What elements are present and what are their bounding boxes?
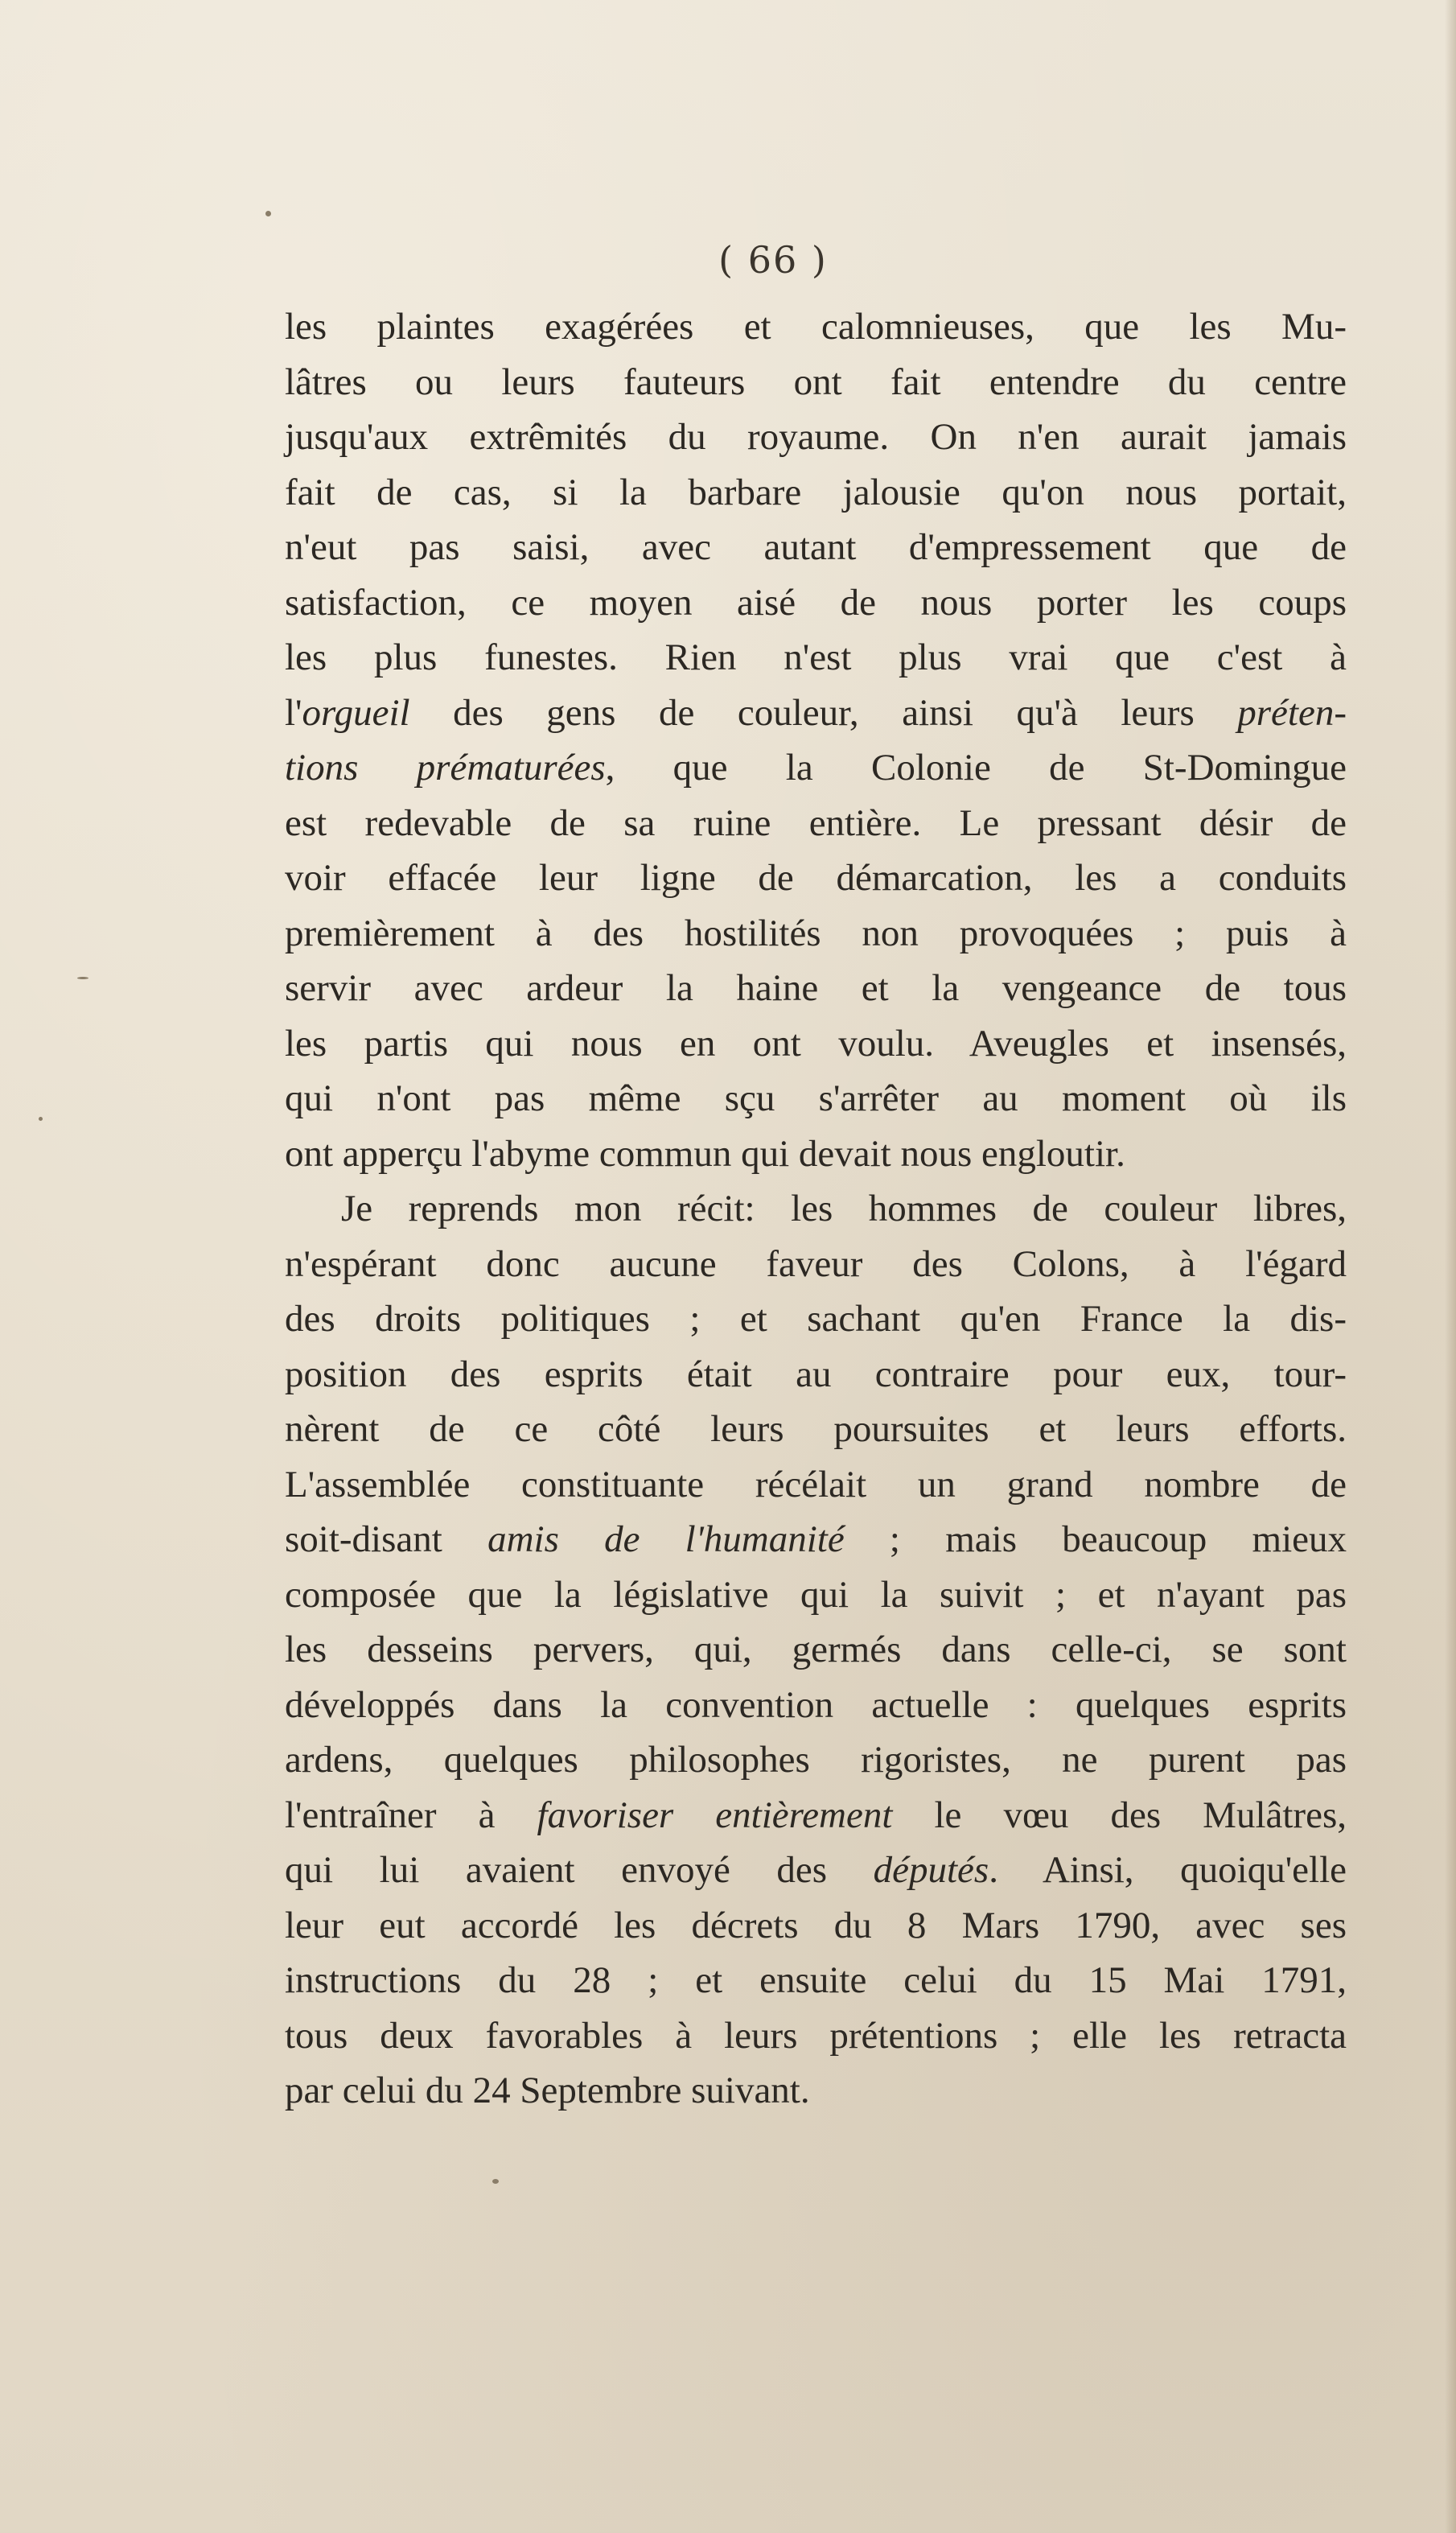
text-line <box>285 1678 1347 1733</box>
line-text: les partis qui nous en ont voulu. Aveugles et insensés, <box>285 1022 1347 1065</box>
paper-speck <box>492 2179 499 2184</box>
line-text: le vœu des Mulâtres, <box>892 1794 1347 1836</box>
text-line <box>285 906 1347 962</box>
text-line <box>285 1512 1347 1567</box>
paper-speck <box>265 211 271 216</box>
text-line <box>285 2008 1347 2064</box>
line-text: tous deux favorables à leurs prétentions ; elle les retracta <box>285 2014 1347 2057</box>
text-line <box>285 1622 1347 1678</box>
italic-text: députés <box>873 1849 989 1891</box>
line-text: lâtres ou leurs fauteurs ont fait entendre du centre <box>285 360 1347 403</box>
line-text: les plus funestes. Rien n'est plus vrai que c'est à <box>285 636 1347 678</box>
line-text: par celui du 24 Septembre suivant. <box>285 2070 810 2111</box>
text-line <box>285 1402 1347 1457</box>
line-text: soit-disant <box>285 1518 488 1560</box>
line-text: l' <box>285 691 302 734</box>
text-line <box>285 1732 1347 1788</box>
text-line <box>285 465 1347 521</box>
line-text: qui lui avaient envoyé des <box>285 1849 874 1891</box>
line-text: instructions du 28 ; et ensuite celui du 15 Mai 1791, <box>285 1959 1347 2001</box>
text-line <box>285 1071 1347 1126</box>
line-text: ardens, quelques philosophes rigoristes, ne purent pas <box>285 1739 1347 1781</box>
line-text: . Ainsi, quoiqu'elle <box>989 1849 1347 1891</box>
line-text: , que la Colonie de St-Domingue <box>605 747 1347 789</box>
line-text: les desseins pervers, qui, germés dans celle-ci, se sont <box>285 1629 1347 1670</box>
line-text: leur eut accordé les décrets du 8 Mars 1790, avec ses <box>285 1904 1347 1946</box>
italic-text: préten- <box>1237 691 1347 734</box>
italic-text: amis de l'humanité <box>487 1518 845 1560</box>
text-line <box>285 1567 1347 1623</box>
line-text: jusqu'aux extrêmités du royaume. On n'en aurait jamais <box>285 416 1347 458</box>
line-text: nèrent de ce côté leurs poursuites et leurs efforts. <box>285 1408 1347 1450</box>
paragraph <box>285 1181 1347 2119</box>
line-text: fait de cas, si la barbare jalousie qu'on nous portait, <box>285 471 1347 513</box>
text-line <box>285 796 1347 851</box>
text-line <box>285 410 1347 465</box>
text-line <box>285 1898 1347 1954</box>
line-text: composée que la législative qui la suivit ; et n'ayant pas <box>285 1573 1347 1616</box>
page-edge-shadow <box>1445 0 1456 2533</box>
text-line <box>285 1457 1347 1513</box>
line-text: n'eut pas saisi, avec autant d'empressement que de <box>285 526 1347 568</box>
text-line <box>285 740 1347 796</box>
text-line <box>285 1181 1347 1237</box>
line-text: ont apperçu l'abyme commun qui devait nous engloutir. <box>285 1132 1125 1175</box>
italic-text: favoriser entièrement <box>537 1794 893 1836</box>
text-line <box>285 299 1347 355</box>
line-text: servir avec ardeur la haine et la vengeance de tous <box>285 967 1347 1009</box>
text-line <box>285 851 1347 906</box>
paper-speck <box>39 1117 43 1121</box>
line-text: développés dans la convention actuelle : quelques esprits <box>285 1683 1347 1726</box>
body-text <box>285 299 1347 2119</box>
text-line <box>285 1788 1347 1843</box>
text-line <box>285 575 1347 631</box>
italic-text: orgueil <box>302 691 410 734</box>
paper-speck <box>77 977 88 979</box>
line-text: voir effacée leur ligne de démarcation, les a conduits <box>285 857 1347 899</box>
text-line <box>285 520 1347 575</box>
text-line <box>285 1347 1347 1402</box>
line-text: premièrement à des hostilités non provoquées ; puis à <box>285 912 1347 954</box>
line-text: L'assemblée constituante récélait un grand nombre de <box>285 1463 1347 1505</box>
line-text: ; mais beaucoup mieux <box>844 1518 1347 1560</box>
page-number: ( 66 ) <box>718 238 828 282</box>
text-line <box>285 1953 1347 2008</box>
text-line <box>285 2063 1347 2119</box>
paragraph <box>285 299 1347 1181</box>
line-text: satisfaction, ce moyen aisé de nous porter les coups <box>285 581 1347 624</box>
text-line <box>285 1126 1347 1182</box>
text-line <box>285 630 1347 686</box>
line-text: position des esprits était au contraire pour eux, tour- <box>285 1353 1347 1395</box>
text-line <box>285 1237 1347 1292</box>
text-line <box>285 961 1347 1016</box>
text-line <box>285 1291 1347 1347</box>
text-line <box>285 1016 1347 1072</box>
italic-text: tions prématurées <box>285 747 606 789</box>
line-text: l'entraîner à <box>285 1794 537 1836</box>
line-text: les plaintes exagérées et calomnieuses, que les Mu- <box>285 306 1347 348</box>
line-text: des droits politiques ; et sachant qu'en France la dis- <box>285 1298 1347 1340</box>
text-line <box>285 1843 1347 1898</box>
line-text: n'espérant donc aucune faveur des Colons, à l'égard <box>285 1242 1347 1285</box>
line-text: qui n'ont pas même sçu s'arrêter au moment où ils <box>285 1077 1347 1119</box>
line-text: est redevable de sa ruine entière. Le pressant désir de <box>285 801 1347 844</box>
line-text: Je reprends mon récit: les hommes de couleur libres, <box>341 1188 1347 1229</box>
text-line <box>285 686 1347 741</box>
text-line <box>285 355 1347 410</box>
line-text: des gens de couleur, ainsi qu'à leurs <box>409 691 1238 734</box>
